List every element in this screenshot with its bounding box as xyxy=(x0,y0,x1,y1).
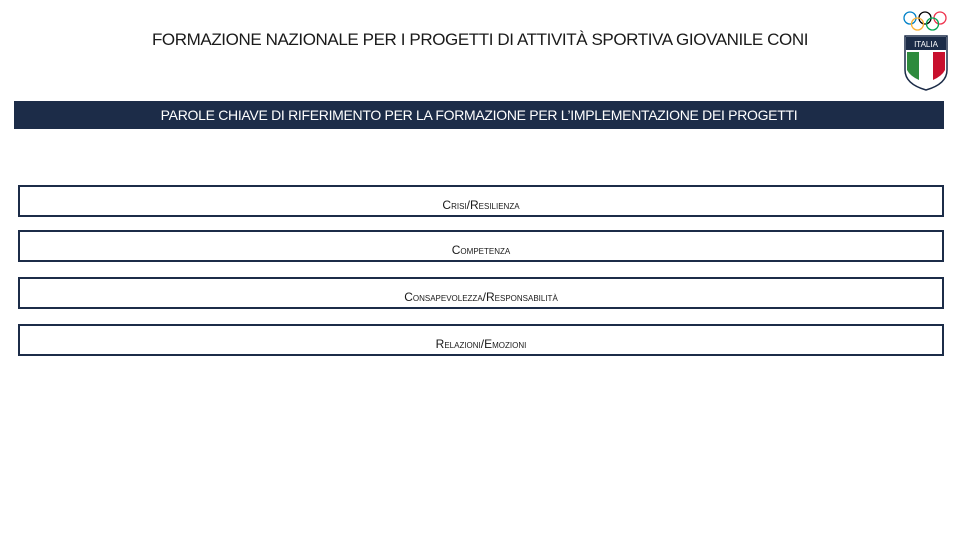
logo-text: ITALIA xyxy=(914,40,938,49)
banner-text: PAROLE CHIAVE DI RIFERIMENTO PER LA FORMAZIONE PER L’IMPLEMENTAZIONE DEI PROGETTI xyxy=(160,107,798,123)
keyword-label: Crisi/Resilienza xyxy=(442,198,520,212)
keyword-box-crisi-resilienza xyxy=(18,185,944,217)
page-title: FORMAZIONE NAZIONALE PER I PROGETTI DI ATTIVITÀ SPORTIVA GIOVANILE CONI xyxy=(151,30,809,49)
keyword-label: Consapevolezza/Responsabilità xyxy=(404,290,558,304)
keyword-label: Relazioni/Emozioni xyxy=(435,337,527,351)
coni-italia-logo xyxy=(898,8,954,92)
keyword-box-relazioni-emozioni xyxy=(18,324,944,356)
keywords-banner xyxy=(14,101,944,129)
keyword-label: Competenza xyxy=(451,243,511,257)
keyword-box-consapevolezza-responsabilita xyxy=(18,277,944,309)
keyword-box-competenza xyxy=(18,230,944,262)
